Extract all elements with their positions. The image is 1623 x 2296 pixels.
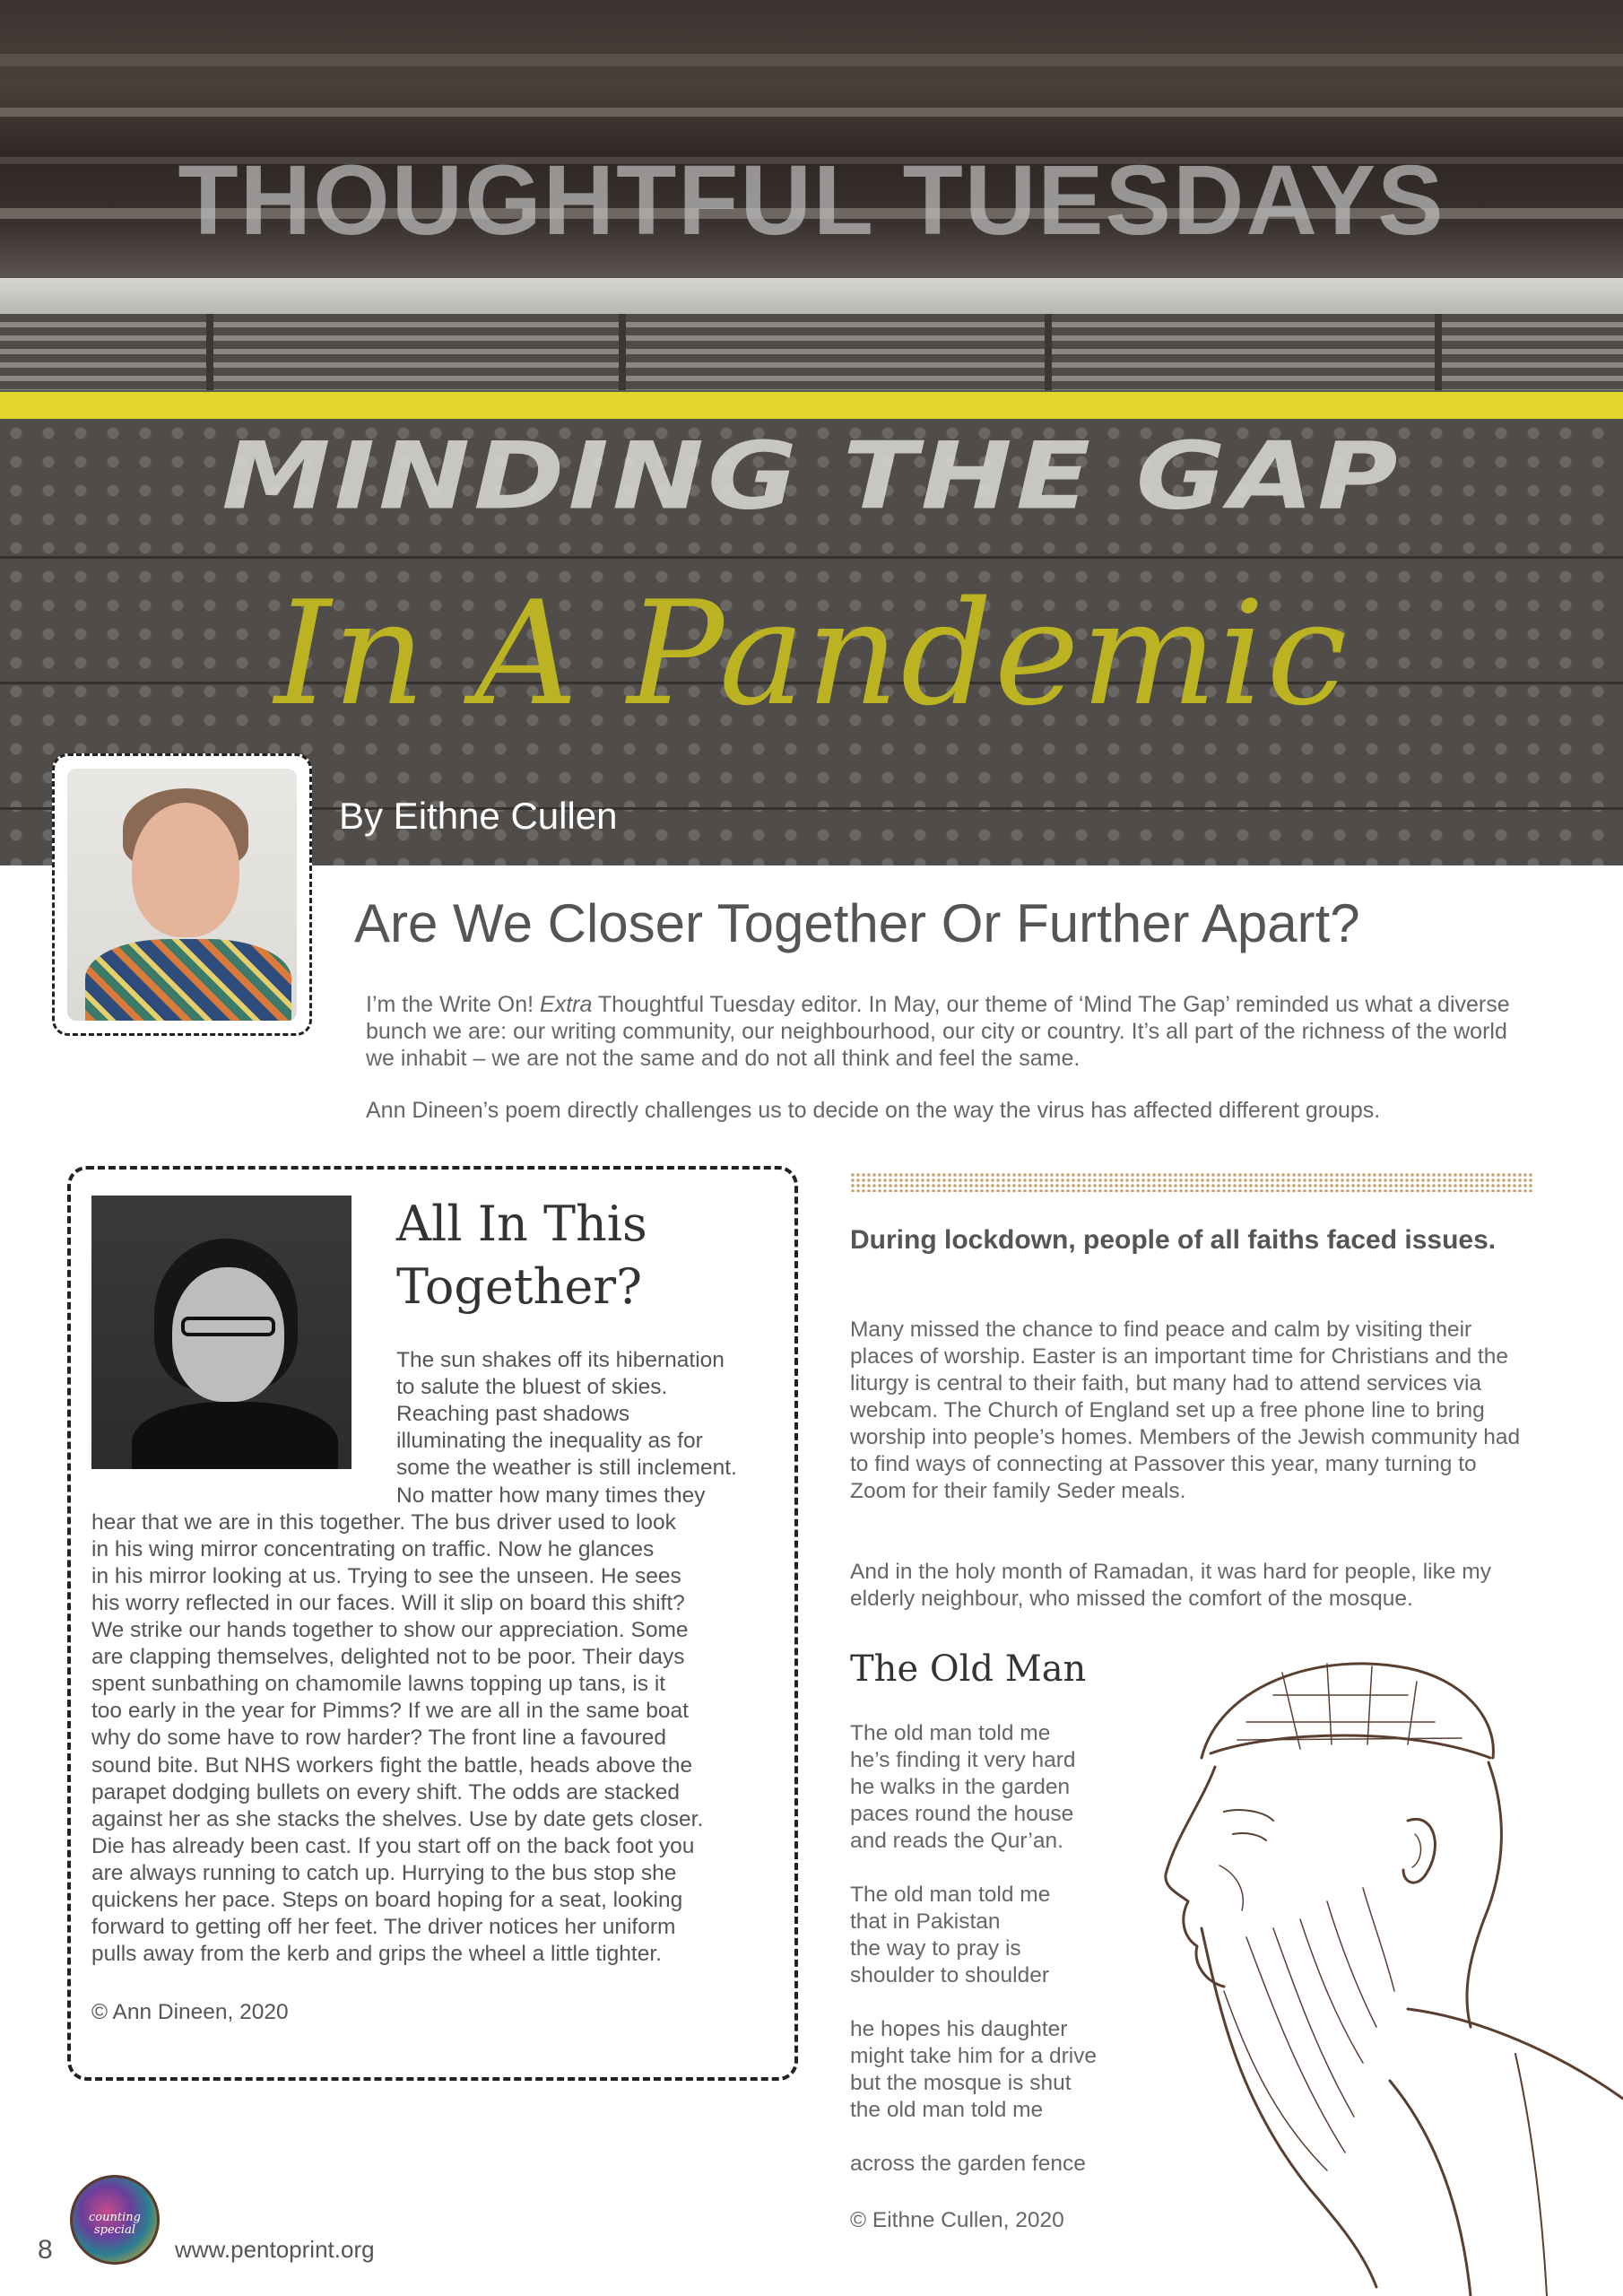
poem2-line: he walks in the garden <box>850 1775 1071 1799</box>
poem2-line: that in Pakistan <box>850 1909 1001 1934</box>
faith-paragraph-2: And in the holy month of Ramadan, it was hard for people, like my elderly neighbour, who missed the comfort of the mosque. <box>850 1560 1491 1611</box>
poem-line: illuminating the inequality as for <box>396 1429 703 1454</box>
poem2-line: the way to pray is <box>850 1936 1021 1961</box>
old-man-sketch <box>1139 1632 1623 2296</box>
poem-line: his worry reflected in our faces. Will it slip on board this shift? <box>91 1590 685 1615</box>
poem2-copyright: © Eithne Cullen, 2020 <box>850 2208 1064 2232</box>
poem-copyright: © Ann Dineen, 2020 <box>91 2000 289 2024</box>
poem-line: We strike our hands together to show our appreciation. Some <box>91 1618 689 1642</box>
intro-paragraph-2: Ann Dineen’s poem directly challenges us to decide on the way the virus has affected different groups. <box>366 1098 1381 1123</box>
hero-photo <box>0 0 1623 865</box>
poem-line: some the weather is still inclement. <box>396 1456 737 1481</box>
poem-line: forward to getting off her feet. The driver notices her uniform <box>91 1915 676 1940</box>
poem-line: hear that we are in this together. The bus driver used to look <box>91 1509 676 1535</box>
section-heading: During lockdown, people of all faiths faced issues. <box>850 1225 1497 1255</box>
website-link[interactable]: www.pentoprint.org <box>175 2236 375 2263</box>
poem-line: are clapping themselves, delighted not to be poor. Their days <box>91 1645 685 1670</box>
byline: By Eithne Cullen <box>339 795 618 837</box>
poem-line: parapet dodging bullets on every shift. The odds are stacked <box>91 1779 681 1805</box>
poem2-title: The Old Man <box>850 1648 1087 1690</box>
poem-line: to salute the bluest of skies. <box>396 1375 668 1400</box>
author-photo <box>52 753 312 1036</box>
poem2-line: paces round the house <box>850 1802 1074 1826</box>
publisher-logo: counting special <box>70 2175 160 2265</box>
poem2-line: might take him for a drive <box>850 2044 1098 2068</box>
poem-line: in his wing mirror concentrating on traffic. Now he glances <box>91 1536 655 1561</box>
poem2-line: but the mosque is shut <box>850 2071 1072 2095</box>
faith-paragraph: Many missed the chance to find peace and calm by visiting their places of worship. Easter is an important time for Christians and the liturgy is central to their faith, but many had to attend services via webcam. The Church of England set up a free phone line to bring worship into people’s homes. Members of the Jewish community had to find ways of connecting at Passover this year, many turning to Zoom for their family Seder meals. <box>850 1318 1521 1503</box>
poem-line: pulls away from the kerb and grips the wheel a little tighter. <box>91 1942 662 1967</box>
poem-line: in his mirror looking at us. Trying to see the unseen. He sees <box>91 1563 681 1588</box>
poem-line: Die has already been cast. If you start off on the back foot you <box>91 1833 695 1858</box>
poem-line: are always running to catch up. Hurrying to the bus stop she <box>91 1860 677 1885</box>
poem2-line: shoulder to shoulder <box>850 1963 1050 1987</box>
poem-line: quickens her pace. Steps on board hoping for a seat, looking <box>91 1888 683 1912</box>
poem2-line: The old man told me <box>850 1883 1051 1907</box>
poem2-line: and reads the Qur’an. <box>850 1829 1063 1853</box>
poem-line: why do some have to row harder? The front line a favoured <box>91 1726 666 1751</box>
dotted-divider <box>850 1172 1533 1192</box>
poem-line: spent sunbathing on chamomile lawns topping up tans, is it <box>91 1672 666 1697</box>
intro-paragraph: I’m the Write On! Extra Thoughtful Tuesday editor. In May, our theme of ‘Mind The Gap’ reminded us what a diverse bunch we are: our writing community, our neighbourhood, our city or country. It’s all part of the richness of the world we inhabit – we are not the same and do not all think and feel the same. <box>366 992 1510 1071</box>
poem2-line: he hopes his daughter <box>850 2017 1068 2041</box>
poem2-line: he’s finding it very hard <box>850 1748 1076 1772</box>
poem-line: sound bite. But NHS workers fight the battle, heads above the <box>91 1752 693 1778</box>
poem2-line: The old man told me <box>850 1721 1051 1745</box>
poem2-line: across the garden fence <box>850 2152 1086 2176</box>
platform-text: MINDING THE GAP <box>221 422 1402 531</box>
page-number: 8 <box>38 2235 53 2265</box>
poem-line: against her as she stacks the shelves. Use by date gets closer. <box>91 1806 704 1831</box>
poem-title: All In This Together? <box>396 1196 647 1315</box>
page-title: In A Pandemic <box>273 570 1350 737</box>
platform-yellow-line <box>0 392 1623 419</box>
series-title: THOUGHTFUL TUESDAYS <box>178 145 1445 256</box>
poem-line: No matter how many times they <box>396 1483 706 1508</box>
poet-photo <box>91 1196 352 1469</box>
poem-line: too early in the year for Pimms? If we are all in the same boat <box>91 1699 689 1724</box>
poem-line: Reaching past shadows <box>396 1402 630 1427</box>
poem-line: The sun shakes off its hibernation <box>396 1348 725 1372</box>
article-headline: Are We Closer Together Or Further Apart? <box>354 893 1360 953</box>
poem2-line: the old man told me <box>850 2098 1044 2122</box>
